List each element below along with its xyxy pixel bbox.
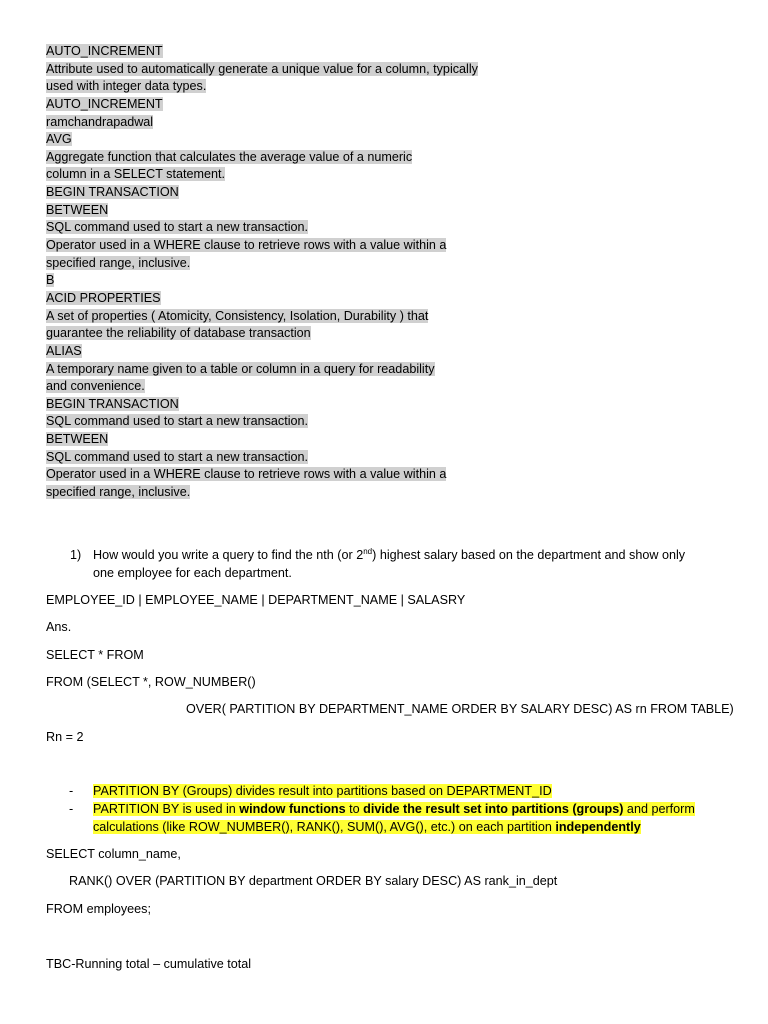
glossary-line-text: Aggregate function that calculates the average value of a numeric [46, 149, 413, 164]
bullet-2-text-c: and perform [623, 802, 695, 816]
glossary-line [46, 449, 478, 467]
bullet-dash-1: - [69, 784, 74, 798]
glossary-line-text: specified range, inclusive. [46, 255, 191, 270]
bullet-2-bold-b: divide the result set into partitions (groups) [363, 802, 624, 816]
glossary-line [46, 484, 478, 502]
glossary-line [46, 43, 478, 61]
bullet-2-bold-a: window functions [239, 802, 346, 816]
glossary-line-text: Attribute used to automatically generate a unique value for a column, typically [46, 61, 478, 76]
glossary-line [46, 149, 478, 167]
glossary-line [46, 308, 478, 326]
bullet-2-line2 [93, 818, 641, 836]
example-line-3: FROM employees; [46, 902, 151, 916]
glossary-line-text: ramchandrapadwal [46, 114, 154, 129]
glossary-line-text: column in a SELECT statement. [46, 167, 225, 182]
glossary-line-text: SQL command used to start a new transaction. [46, 449, 309, 464]
glossary-line [46, 396, 478, 414]
question-number: 1) [70, 548, 82, 562]
glossary-line [46, 202, 478, 220]
glossary-line [46, 413, 478, 431]
bullet-2-text-a: PARTITION BY is used in [93, 802, 240, 816]
glossary-block [46, 43, 478, 502]
question-text-end: ) highest salary based on the department and show only [372, 548, 686, 562]
glossary-line-text: B [46, 273, 55, 288]
glossary-line-text: AUTO_INCREMENT [46, 96, 163, 111]
glossary-line-text: ACID PROPERTIES [46, 290, 161, 305]
glossary-line [46, 78, 478, 96]
glossary-line-text: guarantee the reliability of database transaction [46, 326, 311, 341]
bullet-dash-2: - [69, 802, 74, 816]
bullet-2-text-b: to [345, 802, 364, 816]
glossary-line [46, 466, 478, 484]
glossary-line [46, 325, 478, 343]
glossary-line [46, 431, 478, 449]
glossary-line [46, 255, 478, 273]
question-superscript: nd [363, 546, 373, 556]
glossary-line-text: SQL command used to start a new transaction. [46, 220, 309, 235]
glossary-line [46, 272, 478, 290]
query-line-3: OVER( PARTITION BY DEPARTMENT_NAME ORDER BY SALARY DESC) AS rn FROM TABLE) [186, 702, 734, 716]
glossary-line-text: and convenience. [46, 379, 145, 394]
example-line-1: SELECT column_name, [46, 847, 181, 861]
query-line-4: Rn = 2 [46, 730, 84, 744]
example-line-2: RANK() OVER (PARTITION BY department ORDER BY salary DESC) AS rank_in_dept [69, 874, 558, 888]
glossary-line-text: BEGIN TRANSACTION [46, 396, 179, 411]
query-line-1: SELECT * FROM [46, 648, 144, 662]
glossary-line-text: A set of properties ( Atomicity, Consistency, Isolation, Durability ) that [46, 308, 429, 323]
glossary-line [46, 237, 478, 255]
glossary-line [46, 343, 478, 361]
glossary-line-text: A temporary name given to a table or column in a query for readability [46, 361, 435, 376]
glossary-line-text: SQL command used to start a new transaction. [46, 414, 309, 429]
glossary-line [46, 114, 478, 132]
columns-line: EMPLOYEE_ID | EMPLOYEE_NAME | DEPARTMENT_NAME | SALASRY [46, 593, 466, 607]
glossary-line-text: used with integer data types. [46, 79, 207, 94]
bullet-2-text-d: calculations (like ROW_NUMBER(), RANK(), SUM(), AVG(), etc.) on each partition [93, 820, 556, 834]
glossary-line [46, 361, 478, 379]
glossary-line-text: BETWEEN [46, 202, 109, 217]
glossary-line [46, 184, 478, 202]
glossary-line [46, 131, 478, 149]
glossary-line [46, 96, 478, 114]
bullet-1 [93, 782, 552, 800]
question-text-start: How would you write a query to find the nth (or 2 [93, 548, 364, 562]
glossary-line [46, 290, 478, 308]
glossary-line-text: AVG [46, 132, 72, 147]
question-text [93, 546, 685, 564]
glossary-line-text: Operator used in a WHERE clause to retrieve rows with a value within a [46, 467, 447, 482]
query-line-2: FROM (SELECT *, ROW_NUMBER() [46, 675, 256, 689]
glossary-line [46, 219, 478, 237]
glossary-line [46, 166, 478, 184]
glossary-line-text: specified range, inclusive. [46, 485, 191, 500]
bullet-2-bold-c: independently [555, 820, 641, 834]
glossary-line-text: ALIAS [46, 343, 82, 358]
footer-note: TBC-Running total – cumulative total [46, 957, 252, 971]
answer-label: Ans. [46, 620, 72, 634]
glossary-line-text: Operator used in a WHERE clause to retrieve rows with a value within a [46, 238, 447, 253]
bullet-1-text: PARTITION BY (Groups) divides result into partitions based on DEPARTMENT_ID [93, 784, 552, 798]
bullet-2 [93, 800, 695, 818]
glossary-line-text: BETWEEN [46, 432, 109, 447]
glossary-line-text: BEGIN TRANSACTION [46, 185, 179, 200]
glossary-line [46, 61, 478, 79]
question-text-line2: one employee for each department. [93, 566, 292, 580]
glossary-line [46, 378, 478, 396]
glossary-line-text: AUTO_INCREMENT [46, 44, 163, 58]
